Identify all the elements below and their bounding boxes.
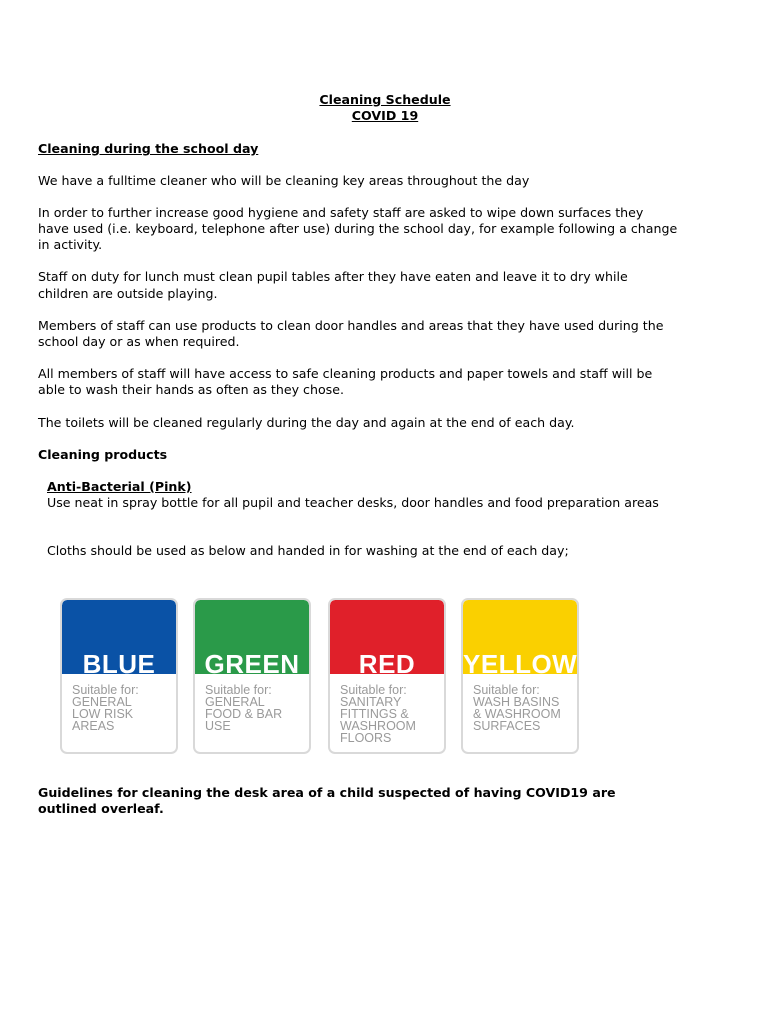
product-name: Anti-Bacterial (Pink) — [47, 479, 192, 494]
cloth-name-blue: BLUE — [82, 649, 156, 679]
product-description: Use neat in spray bottle for all pupil and teacher desks, door handles and food preparation areas — [47, 495, 659, 510]
cloth-colour-chart — [60, 598, 590, 756]
guidelines-line-2: outlined overleaf. — [38, 801, 164, 816]
guidelines-line-1: Guidelines for cleaning the desk area of a child suspected of having COVID19 are — [38, 785, 616, 800]
cloth-desc-blue: Suitable for: GENERAL LOW RISK AREAS — [72, 683, 139, 733]
paragraph-staff-l2: school day or as when required. — [38, 334, 240, 349]
paragraph-hygiene-l2: have used (i.e. keyboard, telephone after use) during the school day, for example following a change — [38, 221, 678, 236]
cloth-name-green: GREEN — [204, 649, 300, 679]
paragraph-lunch-l2: children are outside playing. — [38, 286, 218, 301]
cloth-desc-red: Suitable for: SANITARY FITTINGS & WASHROOM FLOORS — [340, 683, 416, 745]
section-heading-school-day: Cleaning during the school day — [38, 141, 259, 156]
title-line-1: Cleaning Schedule — [319, 92, 451, 107]
cloths-note: Cloths should be used as below and handed in for washing at the end of each day; — [47, 543, 569, 558]
paragraph-toilets: The toilets will be cleaned regularly during the day and again at the end of each day. — [38, 415, 575, 430]
paragraph-products-l1: All members of staff will have access to safe cleaning products and paper towels and staff will be — [38, 366, 653, 381]
paragraph-staff-l1: Members of staff can use products to clean door handles and areas that they have used during the — [38, 318, 664, 333]
cloth-name-red: RED — [358, 649, 416, 679]
cloth-name-yellow: YELLOW — [463, 649, 578, 679]
paragraph-cleaner: We have a fulltime cleaner who will be cleaning key areas throughout the day — [38, 173, 530, 188]
title-line-2: COVID 19 — [351, 108, 419, 123]
cloth-card-green — [193, 598, 311, 754]
paragraph-hygiene-l3: in activity. — [38, 237, 103, 252]
cloth-desc-yellow: Suitable for: WASH BASINS & WASHROOM SURFACES — [473, 683, 561, 733]
paragraph-products-l2: able to wash their hands as often as they chose. — [38, 382, 344, 397]
guidelines-note — [38, 785, 678, 817]
cloth-desc-green: Suitable for: GENERAL FOOD & BAR USE — [205, 683, 283, 733]
paragraph-hygiene-l1: In order to further increase good hygiene and safety staff are asked to wipe down surfaces they — [38, 205, 644, 220]
paragraph-lunch-l1: Staff on duty for lunch must clean pupil tables after they have eaten and leave it to dry while — [38, 269, 628, 284]
cloth-card-blue — [60, 598, 178, 754]
cloth-card-red — [328, 598, 446, 754]
page-title — [0, 92, 770, 124]
section-heading-products: Cleaning products — [38, 447, 168, 462]
cloth-card-yellow — [461, 598, 579, 754]
